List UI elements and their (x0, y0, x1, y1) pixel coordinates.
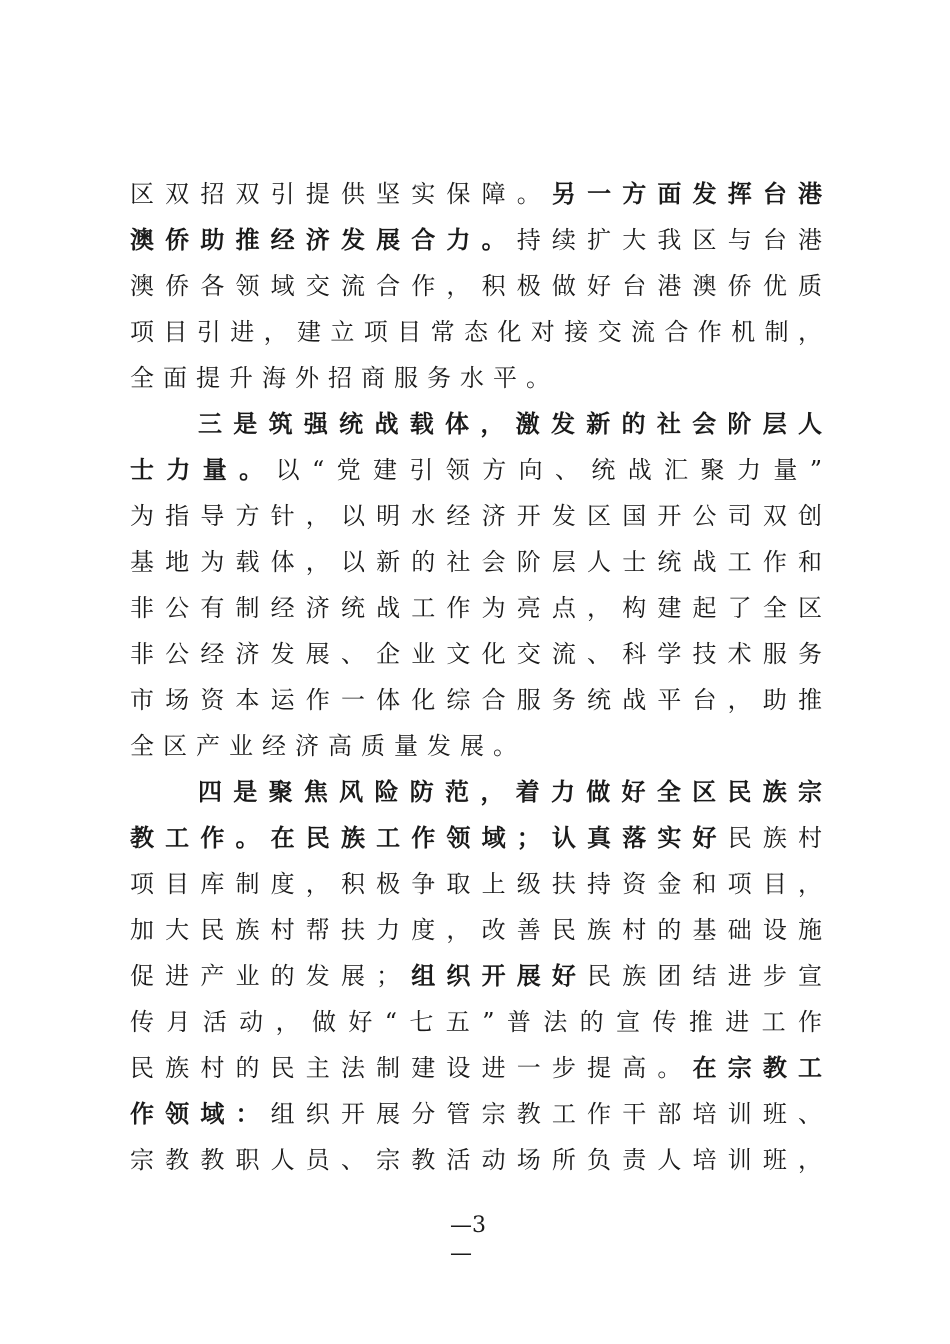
section-heading-line: 三是筑强统战载体，激发新的社会阶层人 (198, 409, 822, 438)
text-run: 民族团结进步宣 (587, 962, 823, 990)
bold-heading-run: 另一方面发挥台港 (551, 179, 823, 208)
bold-heading-run: 组织开展好 (400, 961, 588, 990)
paragraph-line: 基地为载体，以新的社会阶层人士统战工作和 (130, 548, 822, 576)
page-number (450, 1212, 510, 1268)
paragraph-line: 非公有制经济统战工作为亮点，构建起了全区 (130, 594, 822, 622)
paragraph-line: 加大民族村帮扶力度，改善民族村的基础设施 (130, 916, 822, 944)
paragraph-line: 项目引进，建立项目常态化对接交流合作机制， (130, 318, 822, 346)
bold-heading-run: 在宗教工 (692, 1053, 823, 1082)
paragraph-line: 澳侨各领域交流合作，积极做好台港澳侨优质 (130, 272, 822, 300)
paragraph-line: 市场资本运作一体化综合服务统战平台，助推 (130, 686, 822, 714)
text-run: 组织开展分管宗教工作干部培训班、 (270, 1100, 823, 1128)
paragraph-line: 全区产业经济高质量发展。 (130, 732, 526, 760)
page-number-top: —3 (450, 1213, 486, 1238)
paragraph-line (130, 815, 822, 861)
paragraph-line (130, 171, 822, 217)
paragraph-line (130, 953, 822, 999)
text-run: 民族村 (727, 824, 823, 852)
bold-heading-run: 作领域： (130, 1099, 271, 1128)
paragraph-line: 项目库制度，积极争取上级扶持资金和项目， (130, 870, 822, 898)
page-number-bottom: — (450, 1241, 472, 1266)
paragraph-line: 为指导方针，以明水经济开发区国开公司双创 (130, 502, 822, 530)
paragraph-line: 全面提升海外招商服务水平。 (130, 364, 559, 392)
text-run: 民族村的民主法制建设进一步提高。 (130, 1054, 693, 1082)
paragraph-line (130, 217, 822, 263)
text-run: 区双招双引提供坚实保障。 (130, 180, 552, 208)
bold-heading-run: 教工作。在民族工作领域；认真落实好 (130, 823, 728, 852)
text-run: 持续扩大我区与台港 (516, 226, 823, 254)
bold-heading-run: 澳侨助推经济发展合力。 (130, 225, 517, 254)
bold-heading-run: 士力量。 (130, 455, 276, 484)
paragraph-line (130, 1045, 822, 1091)
paragraph-line: 传月活动，做好“七五”普法的宣传推进工作 (130, 1008, 822, 1036)
paragraph-line: 宗教教职人员、宗教活动场所负责人培训班， (130, 1146, 822, 1174)
text-run: 促进产业的发展； (130, 962, 401, 990)
text-run: 以“党建引领方向、统战汇聚力量” (275, 456, 823, 484)
section-heading-line: 四是聚焦风险防范，着力做好全区民族宗 (198, 777, 822, 806)
paragraph-line: 非公经济发展、企业文化交流、科学技术服务 (130, 640, 822, 668)
paragraph-line (130, 447, 822, 493)
paragraph-line (130, 1091, 822, 1137)
